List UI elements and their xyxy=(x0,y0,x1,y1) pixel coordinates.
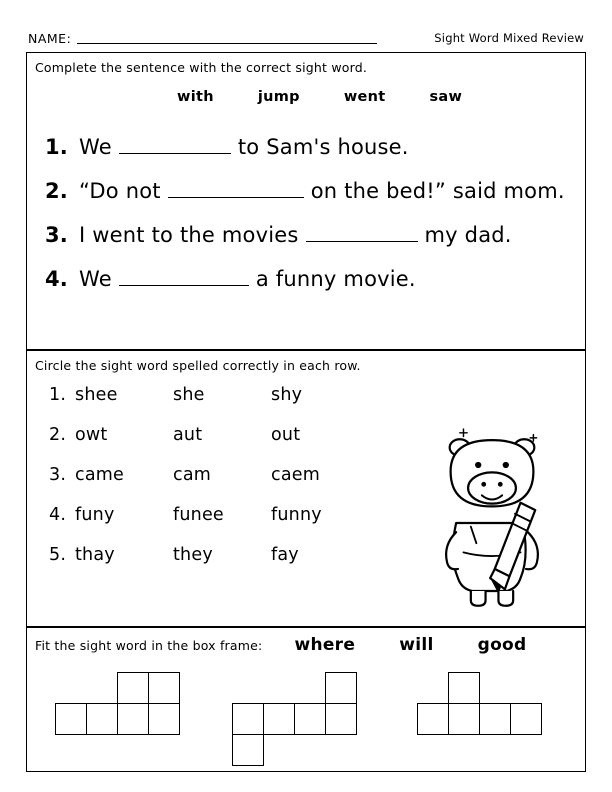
spelling-option[interactable]: she xyxy=(173,385,205,405)
frame-cell[interactable] xyxy=(294,703,326,735)
sentence-text-after: my dad. xyxy=(424,223,512,247)
row-number: 5. xyxy=(49,545,67,565)
section3-word-list xyxy=(294,635,526,655)
word-bank-item[interactable]: saw xyxy=(429,89,463,105)
sentence-item xyxy=(45,223,585,247)
hippo-icon xyxy=(423,411,561,611)
answer-blank[interactable] xyxy=(306,240,418,242)
frame-cell[interactable] xyxy=(510,703,542,735)
spelling-option[interactable]: shy xyxy=(271,385,303,405)
sentence-number: 2. xyxy=(45,179,68,203)
spelling-option[interactable]: thay xyxy=(75,545,115,565)
spelling-option[interactable]: funny xyxy=(271,505,322,525)
spelling-option[interactable]: out xyxy=(271,425,301,445)
spelling-option[interactable]: funee xyxy=(173,505,224,525)
word-bank-item[interactable]: went xyxy=(343,89,386,105)
answer-blank[interactable] xyxy=(119,284,249,286)
name-write-line[interactable] xyxy=(77,42,377,44)
frame-cell[interactable] xyxy=(448,672,480,704)
section3-header xyxy=(27,628,585,655)
frame-word[interactable]: good xyxy=(477,635,527,655)
word-bank-item[interactable]: jump xyxy=(257,89,300,105)
box-frame-will xyxy=(232,671,392,761)
sentence-number: 3. xyxy=(45,223,68,247)
spelling-option[interactable]: came xyxy=(75,465,124,485)
frame-cell[interactable] xyxy=(232,734,264,766)
frame-word[interactable]: where xyxy=(294,635,356,655)
spelling-option[interactable]: cam xyxy=(173,465,211,485)
name-label: NAME: xyxy=(28,31,72,46)
sentence-text-before: We xyxy=(79,135,112,159)
spelling-option[interactable]: owt xyxy=(75,425,108,445)
frame-cell[interactable] xyxy=(325,672,357,704)
sentence-text-before: We xyxy=(79,267,112,291)
frame-cell[interactable] xyxy=(148,672,180,704)
worksheet-title: Sight Word Mixed Review xyxy=(434,31,584,45)
spelling-option[interactable]: caem xyxy=(271,465,320,485)
name-field[interactable] xyxy=(28,31,377,46)
frame-cell[interactable] xyxy=(417,703,449,735)
section-box-frame xyxy=(26,627,586,772)
spelling-row xyxy=(49,465,379,485)
sentence-number: 1. xyxy=(45,135,68,159)
section-circle-correct-spelling xyxy=(26,350,586,627)
frame-cell[interactable] xyxy=(263,703,295,735)
spelling-row xyxy=(49,425,379,445)
answer-blank[interactable] xyxy=(119,152,231,154)
spelling-option[interactable]: shee xyxy=(75,385,118,405)
sentence-item xyxy=(45,135,585,159)
frame-cell[interactable] xyxy=(232,703,264,735)
spelling-row xyxy=(49,505,379,525)
frame-word[interactable]: will xyxy=(399,635,434,655)
answer-blank[interactable] xyxy=(168,196,304,198)
sentence-text-after: a funny movie. xyxy=(255,267,416,291)
section1-instruction: Complete the sentence with the correct sight word. xyxy=(35,60,368,75)
section2-row-list xyxy=(49,385,379,565)
spelling-option[interactable]: funy xyxy=(75,505,115,525)
spelling-row xyxy=(49,385,379,405)
page-header xyxy=(28,18,584,46)
section1-word-bank xyxy=(177,89,585,105)
frame-cell[interactable] xyxy=(148,703,180,735)
frame-cell[interactable] xyxy=(55,703,87,735)
sentence-number: 4. xyxy=(45,267,68,291)
sentence-text-after: to Sam's house. xyxy=(237,135,409,159)
section3-instruction: Fit the sight word in the box frame: xyxy=(35,638,263,653)
section1-sentence-list xyxy=(45,135,585,291)
sentence-text-before: “Do not xyxy=(79,179,161,203)
sentence-text-before: I went to the movies xyxy=(79,223,299,247)
frame-cell[interactable] xyxy=(448,703,480,735)
row-number: 1. xyxy=(49,385,67,405)
row-number: 3. xyxy=(49,465,67,485)
spelling-option[interactable]: they xyxy=(173,545,213,565)
frame-cell[interactable] xyxy=(86,703,118,735)
spelling-option[interactable]: aut xyxy=(173,425,203,445)
section2-instruction: Circle the sight word spelled correctly in each row. xyxy=(35,358,361,373)
section-fill-in-the-blank xyxy=(26,52,586,350)
frame-cell[interactable] xyxy=(479,703,511,735)
sentence-item xyxy=(45,179,585,203)
spelling-row xyxy=(49,545,379,565)
row-number: 2. xyxy=(49,425,67,445)
sentence-item xyxy=(45,267,585,291)
box-frame-group xyxy=(27,671,585,763)
spelling-option[interactable]: fay xyxy=(271,545,299,565)
frame-cell[interactable] xyxy=(325,703,357,735)
box-frame-good xyxy=(417,671,577,761)
box-frame-where xyxy=(55,671,215,761)
sentence-text-after: on the bed!” said mom. xyxy=(310,179,565,203)
row-number: 4. xyxy=(49,505,67,525)
frame-cell[interactable] xyxy=(117,703,149,735)
word-bank-item[interactable]: with xyxy=(177,89,214,105)
frame-cell[interactable] xyxy=(117,672,149,704)
